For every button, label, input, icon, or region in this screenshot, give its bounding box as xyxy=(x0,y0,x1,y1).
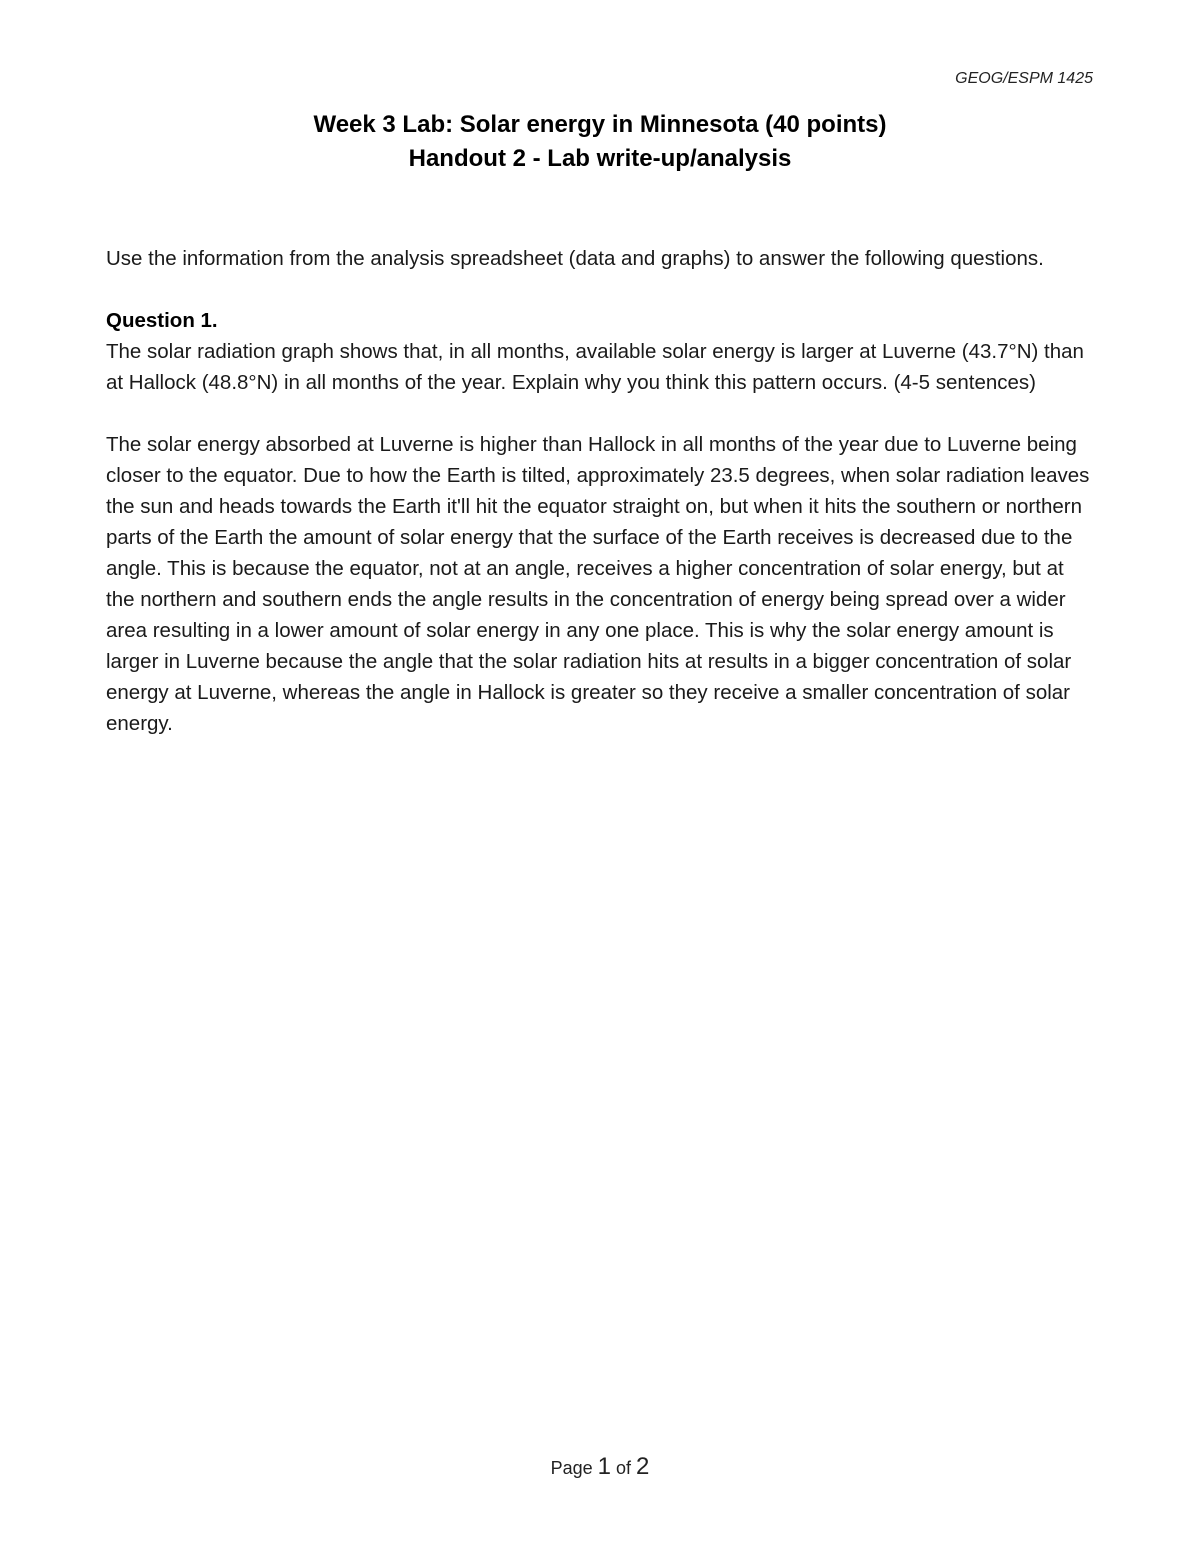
page-title: Week 3 Lab: Solar energy in Minnesota (40 points) xyxy=(313,111,887,138)
course-code: GEOG/ESPM 1425 xyxy=(955,70,1093,87)
page-subtitle: Handout 2 - Lab write-up/analysis xyxy=(408,145,792,172)
current-page-number: 1 xyxy=(597,1453,611,1480)
question-1-heading: Question 1. xyxy=(106,309,218,332)
question-1-answer: The solar energy absorbed at Luverne is higher than Hallock in all months of the year due to Luverne being closer to the equator. Due to how the Earth is tilted, approximately 23.5 degrees, when solar radiation leaves the sun and heads towards the Earth it'll hit the equator straight on, but when it hits the southern or northern parts of the Earth the amount of solar energy that the surface of the Earth receives is decreased due to the angle. This is because the equator, not at an angle, receives a higher concentration of solar energy, but at the northern and southern ends the angle results in the concentration of energy being spread over a wider area resulting in a lower amount of solar energy in any one place. This is why the solar energy amount is larger in Luverne because the angle that the solar radiation hits at results in a bigger concentration of solar energy at Luverne, whereas the angle in Hallock is greater so they receive a smaller concentration of solar energy. xyxy=(106,433,1090,735)
intro-paragraph: Use the information from the analysis spreadsheet (data and graphs) to answer the following questions. xyxy=(106,247,1044,270)
page-label: Page xyxy=(550,1458,593,1478)
total-pages-number: 2 xyxy=(636,1453,650,1480)
document-body xyxy=(106,243,1096,739)
question-1-text: The solar radiation graph shows that, in all months, available solar energy is larger at Luverne (43.7°N) than at Hallock (48.8°N) in all months of the year. Explain why you think this pattern occurs. (4-5 sentences) xyxy=(106,340,1084,394)
of-label: of xyxy=(616,1458,632,1478)
page-footer xyxy=(0,1453,1200,1481)
title-block xyxy=(0,108,1200,176)
